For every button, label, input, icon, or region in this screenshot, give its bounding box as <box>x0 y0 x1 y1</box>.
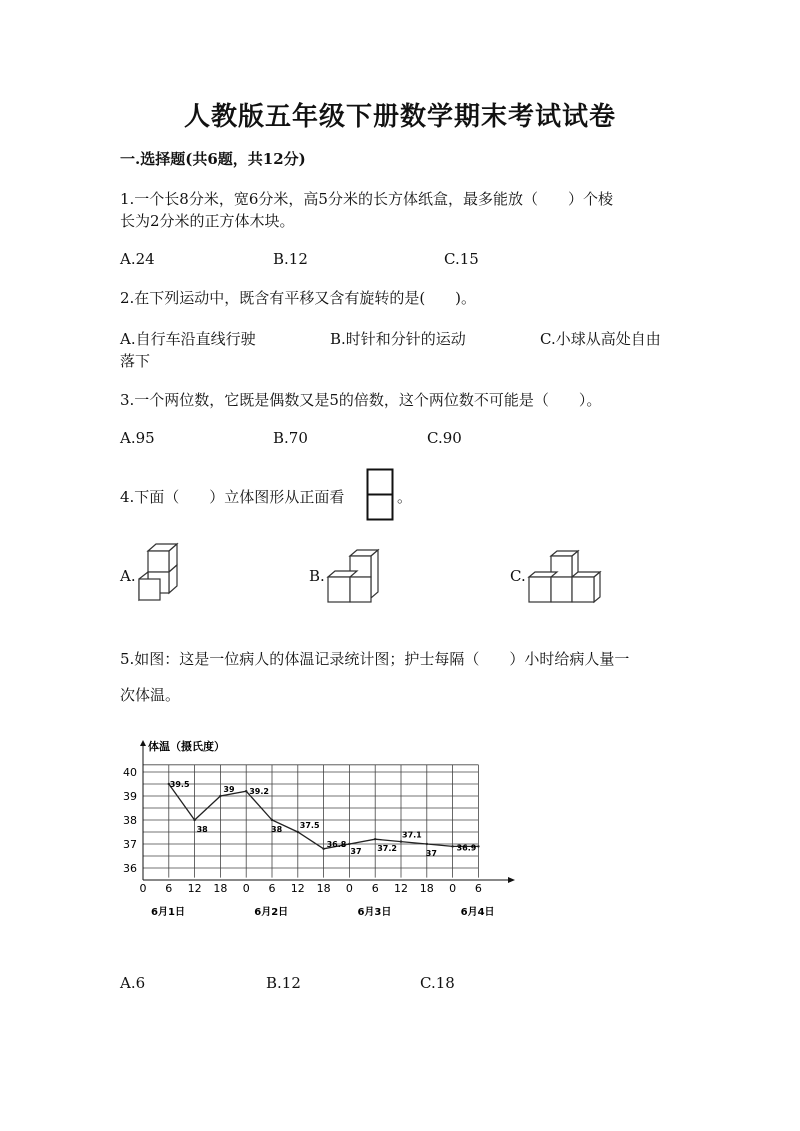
question-3-line-1: 3.一个两位数，它既是偶数又是5的倍数，这个两位数不可能是（ ）。 <box>120 391 602 409</box>
day-label: 6月4日 <box>460 907 495 918</box>
question-4-option-a-label[interactable]: A. <box>120 567 136 585</box>
data-label: 37 <box>350 847 362 856</box>
x-tick-label: 0 <box>449 882 457 895</box>
question-2-option-b[interactable]: B.时针和分针的运动 <box>330 330 466 348</box>
data-point <box>219 795 221 797</box>
question-2-option-c[interactable]: C.小球从高处自由 <box>540 330 661 348</box>
question-5-option-b[interactable]: B.12 <box>266 974 301 992</box>
data-point <box>322 848 324 850</box>
data-label: 38 <box>196 825 208 834</box>
y-tick-label: 36 <box>123 862 137 875</box>
data-point <box>297 831 299 833</box>
page-title: 人教版五年级下册数学期末考试试卷 <box>183 102 616 132</box>
question-3-option-c[interactable]: C.90 <box>427 429 462 447</box>
front-view-figure <box>366 468 394 522</box>
question-1-option-b[interactable]: B.12 <box>273 250 308 268</box>
data-label: 37 <box>425 849 437 858</box>
question-4-option-c-label[interactable]: C. <box>510 567 526 585</box>
data-label: 37.1 <box>402 830 422 840</box>
question-1-option-a[interactable]: A.24 <box>120 250 155 268</box>
data-point <box>271 819 273 821</box>
data-label: 36.9 <box>456 843 477 853</box>
x-tick-label: 12 <box>290 882 305 895</box>
data-label: 39.2 <box>249 787 269 797</box>
question-1-line-1: 1.一个长8分米，宽6分米，高5分米的长方体纸盒，最多能放（ ）个棱 <box>120 190 613 208</box>
x-tick-label: 0 <box>242 882 250 895</box>
x-tick-label: 0 <box>345 882 353 895</box>
data-label: 38 <box>271 825 283 834</box>
y-tick-label: 38 <box>123 814 137 827</box>
data-point <box>477 845 479 847</box>
cube-stack-a-icon[interactable] <box>136 541 182 607</box>
question-1-option-c[interactable]: C.15 <box>444 250 479 268</box>
question-5-option-c[interactable]: C.18 <box>420 974 455 992</box>
x-tick-label: 12 <box>394 882 408 895</box>
y-axis-label: 体温（摄氏度） <box>148 740 225 753</box>
cube-stack-b-icon[interactable] <box>325 546 385 606</box>
data-label: 39 <box>223 785 235 794</box>
question-3-option-a[interactable]: A.95 <box>120 429 155 447</box>
data-point <box>348 843 350 845</box>
x-tick-label: 0 <box>139 882 147 895</box>
data-label: 39.5 <box>169 780 190 789</box>
x-tick-label: 12 <box>187 882 202 895</box>
x-tick-label: 6 <box>165 882 173 895</box>
question-5-line-2: 次体温。 <box>120 686 181 704</box>
day-label: 6月1日 <box>151 907 185 918</box>
question-5-line-1: 5.如图：这是一位病人的体温记录统计图；护士每隔（ ）小时给病人量一 <box>120 650 630 668</box>
data-point <box>451 845 453 847</box>
question-4-text: 4.下面（ ）立体图形从正面看 <box>120 488 345 506</box>
question-5-option-a[interactable]: A.6 <box>120 974 146 992</box>
data-point <box>245 790 247 792</box>
data-label: 36.8 <box>326 839 347 849</box>
question-4-option-b-label[interactable]: B. <box>309 567 325 585</box>
y-tick-label: 39 <box>123 790 137 803</box>
question-2-line-1: 2.在下列运动中，既含有平移又含有旋转的是( )。 <box>120 289 477 307</box>
data-point <box>400 840 402 842</box>
x-tick-label: 18 <box>316 882 331 895</box>
day-label: 6月3日 <box>357 907 392 918</box>
question-3-option-b[interactable]: B.70 <box>273 429 308 447</box>
x-tick-label: 18 <box>213 882 228 895</box>
data-label: 37.5 <box>299 821 320 830</box>
data-point <box>426 843 428 845</box>
x-tick-label: 6 <box>474 882 482 895</box>
question-4-text-end: 。 <box>397 488 413 506</box>
y-tick-label: 40 <box>123 766 137 779</box>
x-tick-label: 18 <box>419 882 434 895</box>
y-axis-arrow-icon <box>140 740 146 746</box>
y-tick-label: 37 <box>123 838 137 851</box>
question-1-line-2: 长为2分米的正方体木块。 <box>120 212 295 230</box>
data-point <box>193 819 195 821</box>
section-heading: 一.选择题(共6题，共12分) <box>120 150 306 168</box>
question-2-option-a[interactable]: A.自行车沿直线行驶 <box>120 330 256 348</box>
x-axis-arrow-icon <box>508 877 515 883</box>
data-label: 37.2 <box>377 844 397 854</box>
data-point <box>374 838 376 840</box>
day-label: 6月2日 <box>254 907 289 918</box>
x-tick-label: 6 <box>268 882 276 895</box>
question-2-option-c-continued: 落下 <box>120 352 151 370</box>
x-tick-label: 6 <box>371 882 379 895</box>
temperature-chart <box>110 730 530 930</box>
cube-stack-c-icon[interactable] <box>526 546 604 606</box>
